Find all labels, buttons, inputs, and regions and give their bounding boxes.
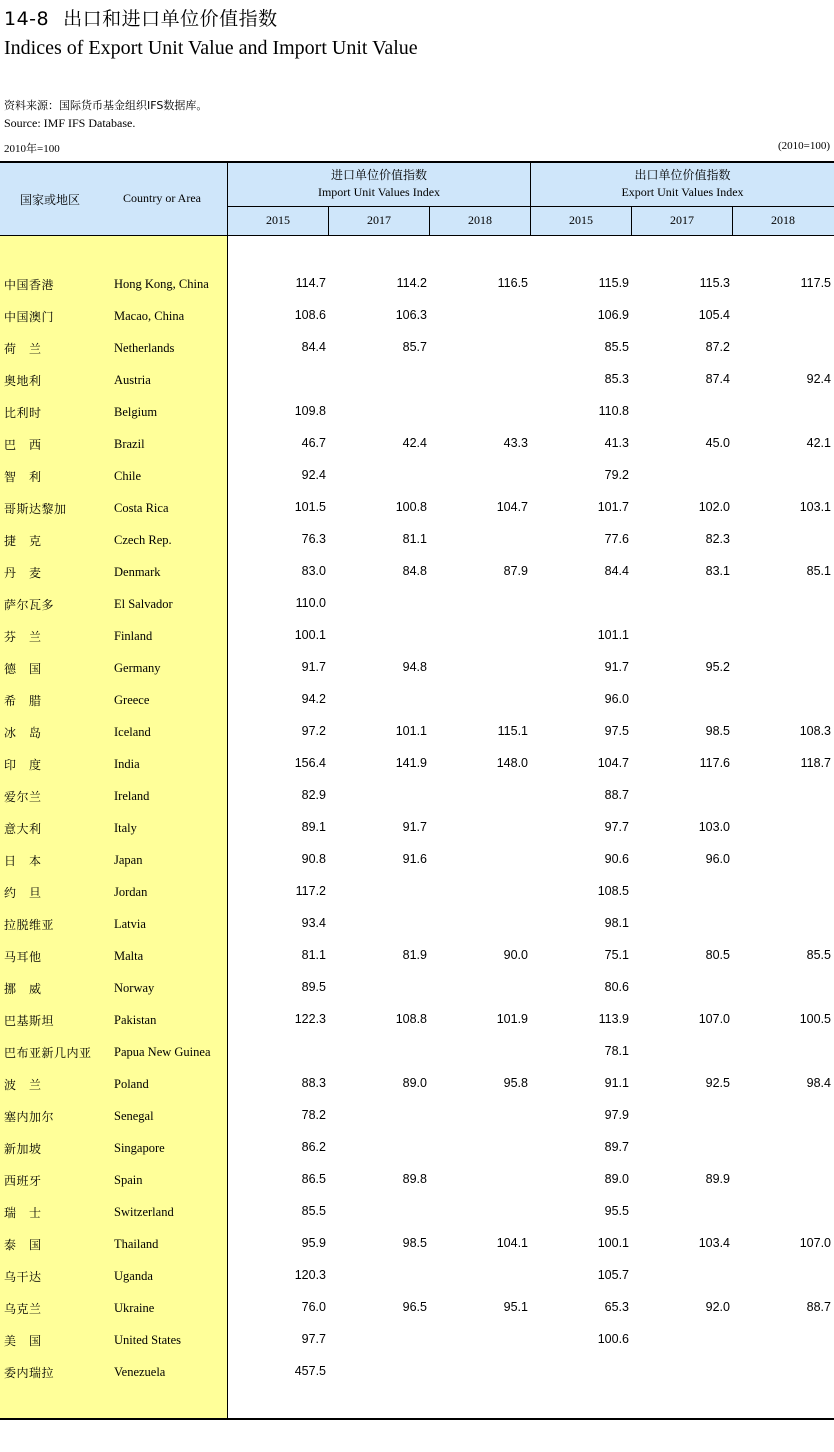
import-index-value: 85.5 bbox=[301, 1204, 326, 1218]
export-index-value: 95.5 bbox=[604, 1204, 629, 1218]
year-header: 2018 bbox=[468, 213, 492, 227]
country-name-cn: 约 旦 bbox=[4, 886, 42, 900]
country-name-en: Austria bbox=[114, 373, 151, 387]
table-row bbox=[0, 276, 834, 308]
import-index-en: Import Unit Values Index bbox=[317, 185, 441, 199]
country-name-en: Poland bbox=[114, 1077, 149, 1091]
table-row bbox=[0, 788, 834, 820]
country-name-en: Japan bbox=[114, 853, 143, 867]
import-index-cn: 进口单位价值指数 bbox=[330, 168, 427, 182]
export-index-header bbox=[531, 167, 834, 201]
country-name-cn: 冰 岛 bbox=[4, 726, 42, 740]
export-index-value: 45.0 bbox=[705, 436, 730, 450]
export-index-value: 102.0 bbox=[698, 500, 730, 514]
import-index-value: 101.9 bbox=[496, 1012, 528, 1026]
country-name-cn: 新加坡 bbox=[4, 1142, 42, 1156]
import-index-value: 109.8 bbox=[294, 404, 326, 418]
table-row bbox=[0, 404, 834, 436]
table-row bbox=[0, 436, 834, 468]
import-index-value: 156.4 bbox=[294, 756, 326, 770]
import-index-value: 84.4 bbox=[301, 340, 326, 354]
data-table bbox=[0, 161, 834, 1419]
country-name-en: Norway bbox=[114, 981, 155, 995]
base-year-cn: 2010年=100 bbox=[4, 143, 60, 155]
source-note-en: Source: IMF IFS Database. bbox=[4, 116, 136, 130]
table-row bbox=[0, 468, 834, 500]
title-cn-text: 出口和进口单位价值指数 bbox=[63, 8, 278, 30]
table-row bbox=[0, 692, 834, 724]
country-name-en: Singapore bbox=[114, 1141, 165, 1155]
country-name-en: Malta bbox=[114, 949, 144, 963]
country-name-cn: 瑞 士 bbox=[4, 1206, 42, 1220]
country-name-cn: 中国香港 bbox=[4, 278, 55, 292]
import-index-value: 93.4 bbox=[301, 916, 326, 930]
table-row bbox=[0, 660, 834, 692]
export-index-value: 78.1 bbox=[604, 1044, 629, 1058]
export-index-value: 92.0 bbox=[705, 1300, 730, 1314]
import-index-value: 97.7 bbox=[301, 1332, 326, 1346]
country-name-en: Belgium bbox=[114, 405, 158, 419]
country-name-cn: 乌干达 bbox=[4, 1270, 42, 1284]
table-row bbox=[0, 1076, 834, 1108]
export-index-value: 97.5 bbox=[604, 724, 629, 738]
country-name-en: Netherlands bbox=[114, 341, 175, 355]
header-bottom-rule bbox=[0, 235, 834, 236]
table-row bbox=[0, 756, 834, 788]
export-index-value: 110.8 bbox=[598, 404, 629, 418]
export-index-value: 85.3 bbox=[604, 372, 629, 386]
import-index-value: 89.1 bbox=[301, 820, 326, 834]
export-index-value: 90.6 bbox=[604, 852, 629, 866]
export-index-value: 98.1 bbox=[604, 916, 629, 930]
country-name-en: Costa Rica bbox=[114, 501, 169, 515]
import-index-value: 91.7 bbox=[402, 820, 427, 834]
export-index-value: 96.0 bbox=[604, 692, 629, 706]
import-index-value: 83.0 bbox=[301, 564, 326, 578]
import-index-value: 87.9 bbox=[503, 564, 528, 578]
country-name-cn: 塞内加尔 bbox=[4, 1110, 55, 1124]
table-row bbox=[0, 1108, 834, 1140]
country-name-en: Senegal bbox=[114, 1109, 154, 1123]
country-name-cn: 波 兰 bbox=[4, 1078, 42, 1092]
import-index-value: 89.0 bbox=[402, 1076, 427, 1090]
export-index-value: 95.2 bbox=[705, 660, 730, 674]
import-index-value: 81.9 bbox=[402, 948, 427, 962]
country-name-cn: 挪 威 bbox=[4, 982, 42, 996]
country-name-cn: 萨尔瓦多 bbox=[4, 598, 55, 612]
export-index-value: 98.4 bbox=[806, 1076, 831, 1090]
country-name-cn: 日 本 bbox=[4, 854, 42, 868]
import-index-value: 95.9 bbox=[301, 1236, 326, 1250]
year-header: 2018 bbox=[771, 213, 795, 227]
country-name-en: Switzerland bbox=[114, 1205, 174, 1219]
export-index-value: 84.4 bbox=[604, 564, 629, 578]
export-index-value: 103.4 bbox=[698, 1236, 730, 1250]
country-name-cn: 捷 克 bbox=[4, 534, 42, 548]
country-name-en: Finland bbox=[114, 629, 153, 643]
import-index-value: 100.1 bbox=[294, 628, 326, 642]
country-name-en: El Salvador bbox=[114, 597, 173, 611]
import-index-value: 84.8 bbox=[402, 564, 427, 578]
export-index-value: 107.0 bbox=[799, 1236, 831, 1250]
year-header: 2015 bbox=[266, 213, 290, 227]
import-index-value: 42.4 bbox=[402, 436, 427, 450]
export-index-value: 108.3 bbox=[799, 724, 831, 738]
import-index-value: 91.6 bbox=[402, 852, 427, 866]
import-index-value: 101.5 bbox=[294, 500, 326, 514]
export-index-value: 42.1 bbox=[806, 436, 831, 450]
import-index-value: 457.5 bbox=[294, 1364, 326, 1378]
export-index-value: 101.1 bbox=[597, 628, 629, 642]
export-index-value: 87.4 bbox=[705, 372, 730, 386]
import-index-value: 76.0 bbox=[301, 1300, 326, 1314]
header-country-en: Country or Area bbox=[123, 191, 201, 205]
country-name-cn: 巴 西 bbox=[4, 438, 42, 452]
export-index-value: 101.7 bbox=[597, 500, 629, 514]
export-index-value: 105.4 bbox=[698, 308, 730, 322]
import-index-value: 148.0 bbox=[496, 756, 528, 770]
table-row bbox=[0, 1268, 834, 1300]
export-index-value: 98.5 bbox=[705, 724, 730, 738]
import-index-value: 95.1 bbox=[503, 1300, 528, 1314]
country-name-en: Venezuela bbox=[114, 1365, 166, 1379]
export-index-value: 80.6 bbox=[604, 980, 629, 994]
country-name-en: Thailand bbox=[114, 1237, 159, 1251]
table-number: 14-8 bbox=[4, 8, 50, 30]
table-row bbox=[0, 1364, 834, 1396]
import-index-value: 114.2 bbox=[396, 276, 427, 290]
country-name-en: Brazil bbox=[114, 437, 145, 451]
export-index-value: 104.7 bbox=[597, 756, 629, 770]
import-index-value: 96.5 bbox=[402, 1300, 427, 1314]
import-index-value: 46.7 bbox=[301, 436, 326, 450]
country-name-en: Iceland bbox=[114, 725, 151, 739]
country-name-cn: 西班牙 bbox=[4, 1174, 42, 1188]
base-year-en: (2010=100) bbox=[777, 140, 830, 152]
country-name-en: Latvia bbox=[114, 917, 146, 931]
country-name-en: Uganda bbox=[114, 1269, 153, 1283]
country-name-en: Papua New Guinea bbox=[114, 1045, 211, 1059]
import-index-value: 104.1 bbox=[496, 1236, 528, 1250]
country-name-cn: 印 度 bbox=[4, 758, 42, 772]
table-row bbox=[0, 948, 834, 980]
import-index-value: 88.3 bbox=[301, 1076, 326, 1090]
export-index-value: 65.3 bbox=[604, 1300, 629, 1314]
country-name-cn: 拉脱维亚 bbox=[4, 918, 55, 932]
import-index-value: 78.2 bbox=[301, 1108, 326, 1122]
table-row bbox=[0, 596, 834, 628]
table-row bbox=[0, 1172, 834, 1204]
table-bottom-rule bbox=[0, 1418, 834, 1420]
import-index-value: 86.5 bbox=[301, 1172, 326, 1186]
export-index-value: 103.0 bbox=[698, 820, 730, 834]
export-index-value: 89.0 bbox=[604, 1172, 629, 1186]
import-index-value: 120.3 bbox=[294, 1268, 326, 1282]
export-index-value: 100.6 bbox=[597, 1332, 629, 1346]
export-index-value: 41.3 bbox=[604, 436, 629, 450]
export-index-value: 77.6 bbox=[604, 532, 629, 546]
export-index-value: 105.7 bbox=[597, 1268, 629, 1282]
export-index-value: 85.1 bbox=[806, 564, 831, 578]
country-name-en: India bbox=[114, 757, 140, 771]
table-row bbox=[0, 916, 834, 948]
export-index-value: 87.2 bbox=[705, 340, 730, 354]
country-name-cn: 希 腊 bbox=[4, 694, 42, 708]
table-row bbox=[0, 1140, 834, 1172]
import-index-value: 92.4 bbox=[301, 468, 326, 482]
country-name-cn: 巴基斯坦 bbox=[4, 1014, 55, 1028]
country-name-en: United States bbox=[114, 1333, 182, 1347]
import-index-value: 122.3 bbox=[294, 1012, 326, 1026]
export-index-value: 100.1 bbox=[597, 1236, 629, 1250]
country-name-en: Czech Rep. bbox=[114, 533, 172, 547]
import-index-value: 81.1 bbox=[301, 948, 326, 962]
table-row bbox=[0, 1204, 834, 1236]
year-header: 2017 bbox=[670, 213, 694, 227]
country-name-en: Ukraine bbox=[114, 1301, 155, 1315]
export-index-value: 115.9 bbox=[598, 276, 629, 290]
export-index-value: 118.7 bbox=[800, 756, 831, 770]
country-name-cn: 德 国 bbox=[4, 662, 42, 676]
export-index-value: 75.1 bbox=[604, 948, 629, 962]
table-row bbox=[0, 372, 834, 404]
table-top-rule bbox=[0, 161, 834, 163]
table-row bbox=[0, 1012, 834, 1044]
year-header: 2015 bbox=[569, 213, 593, 227]
country-name-en: Ireland bbox=[114, 789, 150, 803]
import-index-value: 90.8 bbox=[301, 852, 326, 866]
import-index-value: 89.8 bbox=[402, 1172, 427, 1186]
import-index-value: 90.0 bbox=[503, 948, 528, 962]
import-index-value: 104.7 bbox=[496, 500, 528, 514]
export-index-value: 106.9 bbox=[597, 308, 629, 322]
import-index-value: 108.6 bbox=[294, 308, 326, 322]
import-index-value: 108.8 bbox=[395, 1012, 427, 1026]
export-index-value: 92.5 bbox=[705, 1076, 730, 1090]
export-index-value: 113.9 bbox=[598, 1012, 629, 1026]
table-row bbox=[0, 1044, 834, 1076]
export-index-value: 83.1 bbox=[705, 564, 730, 578]
country-name-en: Denmark bbox=[114, 565, 161, 579]
export-index-value: 88.7 bbox=[604, 788, 629, 802]
import-index-value: 89.5 bbox=[301, 980, 326, 994]
import-index-value: 43.3 bbox=[503, 436, 528, 450]
country-name-cn: 芬 兰 bbox=[4, 630, 42, 644]
export-index-value: 92.4 bbox=[806, 372, 831, 386]
country-name-en: Jordan bbox=[114, 885, 148, 899]
table-row bbox=[0, 308, 834, 340]
import-index-value: 97.2 bbox=[301, 724, 326, 738]
import-index-header bbox=[228, 167, 530, 201]
import-index-value: 100.8 bbox=[395, 500, 427, 514]
table-row bbox=[0, 884, 834, 916]
import-index-value: 115.1 bbox=[497, 724, 528, 738]
export-index-value: 103.1 bbox=[799, 500, 831, 514]
export-index-value: 85.5 bbox=[806, 948, 831, 962]
country-name-cn: 比利时 bbox=[4, 406, 42, 420]
import-index-value: 141.9 bbox=[395, 756, 427, 770]
table-row bbox=[0, 500, 834, 532]
export-index-value: 97.9 bbox=[604, 1108, 629, 1122]
import-index-value: 82.9 bbox=[301, 788, 326, 802]
country-name-en: Pakistan bbox=[114, 1013, 157, 1027]
export-index-value: 96.0 bbox=[705, 852, 730, 866]
export-index-value: 82.3 bbox=[705, 532, 730, 546]
export-index-value: 91.1 bbox=[604, 1076, 629, 1090]
export-index-cn: 出口单位价值指数 bbox=[634, 168, 731, 182]
table-row bbox=[0, 852, 834, 884]
export-index-value: 89.7 bbox=[604, 1140, 629, 1154]
country-name-cn: 意大利 bbox=[4, 822, 42, 836]
import-index-value: 94.2 bbox=[301, 692, 326, 706]
export-index-value: 80.5 bbox=[705, 948, 730, 962]
import-index-value: 85.7 bbox=[402, 340, 427, 354]
country-name-cn: 马耳他 bbox=[4, 950, 42, 964]
country-name-cn: 奥地利 bbox=[4, 374, 42, 388]
table-row bbox=[0, 1236, 834, 1268]
country-name-cn: 泰 国 bbox=[4, 1238, 42, 1252]
export-index-value: 88.7 bbox=[806, 1300, 831, 1314]
country-name-cn: 荷 兰 bbox=[4, 342, 42, 356]
export-index-value: 79.2 bbox=[604, 468, 629, 482]
country-name-en: Greece bbox=[114, 693, 150, 707]
export-index-value: 117.6 bbox=[699, 756, 730, 770]
year-header: 2017 bbox=[367, 213, 391, 227]
table-row bbox=[0, 820, 834, 852]
country-name-en: Germany bbox=[114, 661, 161, 675]
page-title-en: Indices of Export Unit Value and Import Unit Value bbox=[4, 37, 418, 59]
import-index-value: 76.3 bbox=[301, 532, 326, 546]
import-index-value: 114.7 bbox=[295, 276, 326, 290]
export-index-value: 85.5 bbox=[604, 340, 629, 354]
country-name-en: Hong Kong, China bbox=[114, 277, 209, 291]
country-name-cn: 巴布亚新几内亚 bbox=[4, 1046, 92, 1060]
table-row bbox=[0, 564, 834, 596]
import-index-value: 98.5 bbox=[402, 1236, 427, 1250]
country-name-cn: 哥斯达黎加 bbox=[4, 502, 67, 516]
table-row bbox=[0, 1332, 834, 1364]
country-name-cn: 委内瑞拉 bbox=[4, 1366, 55, 1380]
source-note-cn: 资料来源：国际货币基金组织IFS数据库。 bbox=[4, 99, 208, 112]
import-index-value: 116.5 bbox=[497, 276, 528, 290]
export-index-value: 117.5 bbox=[800, 276, 831, 290]
import-index-value: 86.2 bbox=[301, 1140, 326, 1154]
table-row bbox=[0, 340, 834, 372]
import-index-value: 101.1 bbox=[395, 724, 427, 738]
export-index-value: 100.5 bbox=[799, 1012, 831, 1026]
country-name-en: Chile bbox=[114, 469, 142, 483]
table-row bbox=[0, 980, 834, 1012]
import-index-value: 106.3 bbox=[395, 308, 427, 322]
country-name-cn: 丹 麦 bbox=[4, 566, 42, 580]
table-row bbox=[0, 532, 834, 564]
import-index-value: 81.1 bbox=[402, 532, 427, 546]
table-row bbox=[0, 1300, 834, 1332]
import-index-value: 117.2 bbox=[295, 884, 326, 898]
country-name-cn: 智 利 bbox=[4, 470, 42, 484]
country-name-cn: 爱尔兰 bbox=[4, 790, 42, 804]
table-row bbox=[0, 628, 834, 660]
table-row bbox=[0, 724, 834, 756]
import-index-value: 110.0 bbox=[295, 596, 326, 610]
country-name-en: Macao, China bbox=[114, 309, 185, 323]
export-index-value: 108.5 bbox=[597, 884, 629, 898]
export-index-value: 91.7 bbox=[604, 660, 629, 674]
export-index-value: 89.9 bbox=[705, 1172, 730, 1186]
import-index-value: 95.8 bbox=[503, 1076, 528, 1090]
country-name-en: Italy bbox=[114, 821, 137, 835]
export-index-en: Export Unit Values Index bbox=[621, 185, 744, 199]
country-name-cn: 中国澳门 bbox=[4, 310, 55, 324]
country-name-en: Spain bbox=[114, 1173, 143, 1187]
country-name-cn: 乌克兰 bbox=[4, 1302, 42, 1316]
country-name-cn: 美 国 bbox=[4, 1334, 42, 1348]
page-title-cn bbox=[4, 4, 278, 31]
export-index-value: 97.7 bbox=[604, 820, 629, 834]
export-index-value: 107.0 bbox=[698, 1012, 730, 1026]
import-index-value: 94.8 bbox=[402, 660, 427, 674]
import-index-value: 91.7 bbox=[301, 660, 326, 674]
header-country-cn: 国家或地区 bbox=[20, 193, 81, 207]
export-index-value: 115.3 bbox=[699, 276, 730, 290]
